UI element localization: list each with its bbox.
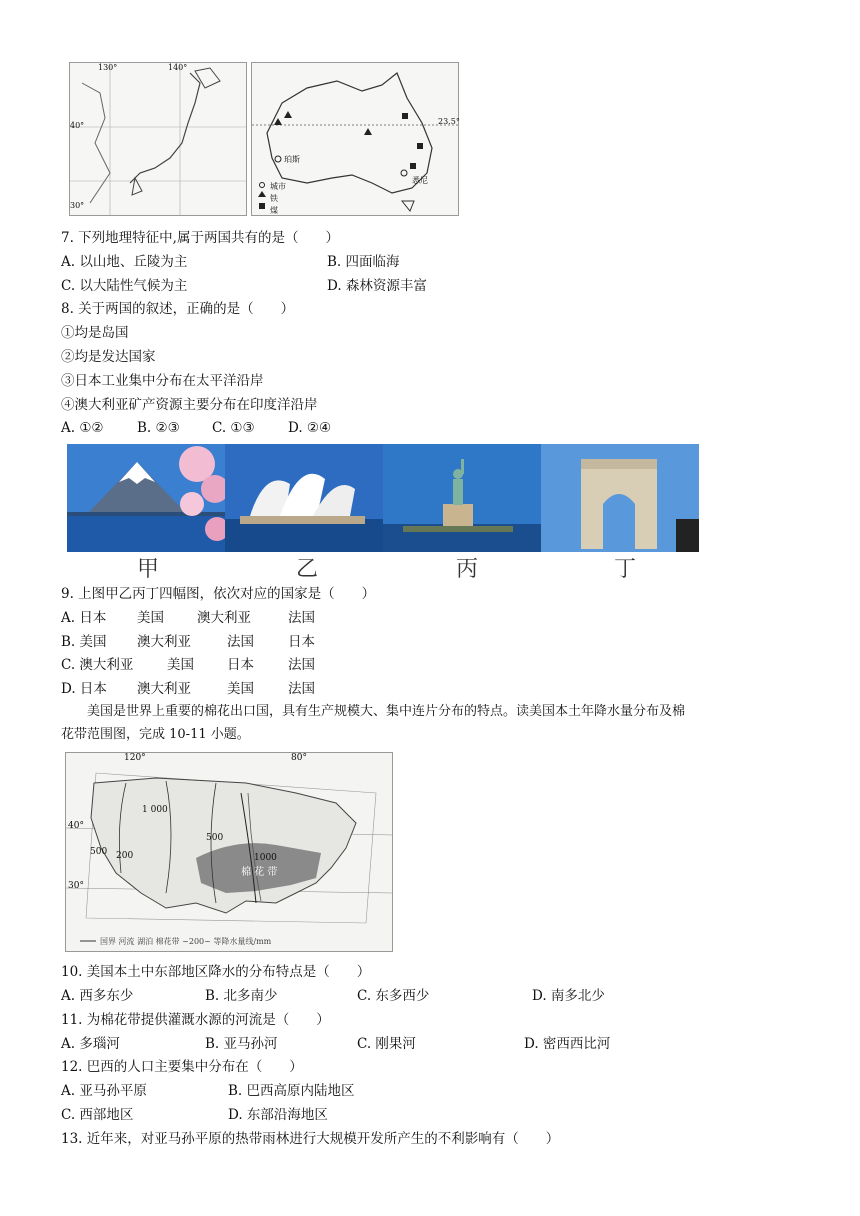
q9-a-1: A. 日本 (61, 610, 107, 626)
photo-mount-fuji (67, 444, 225, 552)
q8-stem: 8. 关于两国的叙述，正确的是（ ） (61, 301, 295, 317)
photo-caption-yi: 乙 (296, 557, 319, 582)
q12-stem: 12. 巴西的人口主要集中分布在（ ） (61, 1059, 303, 1075)
q9-c-1: C. 澳大利亚 (61, 657, 134, 673)
q12-option-d: D. 东部沿海地区 (228, 1107, 328, 1123)
q12-option-a: A. 亚马孙平原 (61, 1083, 147, 1099)
photo-caption-bing: 丙 (456, 557, 479, 582)
japan-lon1-label: 130° (98, 63, 118, 72)
japan-map (69, 62, 247, 216)
intro-line-2: 花带范围图，完成 10-11 小题。 (61, 727, 250, 742)
q8-statement-2: ②均是发达国家 (61, 349, 156, 365)
q7-option-b: B. 四面临海 (327, 254, 400, 270)
intro-line-1: 美国是世界上重要的棉花出口国，具有生产规模大、集中连片分布的特点。读美国本土年降水量分布及棉 (87, 704, 686, 719)
legend-iron: 铁 (270, 194, 278, 203)
photo-sydney-opera-house (225, 444, 383, 552)
q12-option-b: B. 巴西高原内陆地区 (228, 1083, 355, 1099)
q7-option-c: C. 以大陆性气候为主 (61, 278, 188, 294)
q8-option-c: C. ①③ (212, 420, 255, 436)
city-sydney-label: 悉尼 (412, 176, 428, 185)
q10-option-a: A. 西多东少 (61, 988, 134, 1004)
q9-c-4: 法国 (288, 657, 315, 673)
isoline-label-1: 1 000 (142, 805, 168, 815)
q10-option-d: D. 南多北少 (532, 988, 605, 1004)
us-precipitation-map (65, 752, 393, 952)
q9-stem: 9. 上图甲乙丙丁四幅图，依次对应的国家是（ ） (61, 586, 376, 602)
us-lat2-label: 30° (68, 881, 84, 891)
q9-b-4: 日本 (288, 634, 315, 650)
tropic-label: 23.5° (438, 117, 460, 126)
q8-statement-4: ④澳大利亚矿产资源主要分布在印度洋沿岸 (61, 397, 318, 413)
q9-b-2: 澳大利亚 (137, 634, 191, 650)
cotton-belt-label: 棉 花 带 (241, 867, 278, 878)
q9-c-3: 日本 (227, 657, 254, 673)
isoline-label-4: 1000 (254, 853, 277, 863)
isoline-label-3: 200 (116, 851, 134, 861)
q11-stem: 11. 为棉花带提供灌溉水源的河流是（ ） (61, 1012, 330, 1028)
q12-option-c: C. 西部地区 (61, 1107, 134, 1123)
japan-lat1-label: 40° (70, 121, 85, 130)
us-map-svg (66, 753, 392, 951)
q9-a-4: 法国 (288, 610, 315, 626)
us-map-legend: 国界 河流 湖泊 棉花带 ~200~ 等降水量线/mm (100, 937, 272, 946)
q9-c-2: 美国 (167, 657, 194, 673)
q11-option-d: D. 密西西比河 (524, 1036, 611, 1052)
q13-stem: 13. 近年来，对亚马孙平原的热带雨林进行大规模开发所产生的不利影响有（ ） (61, 1131, 560, 1147)
japan-map-svg (70, 63, 246, 215)
q9-a-3: 澳大利亚 (197, 610, 251, 626)
japan-lat2-label: 30° (70, 201, 85, 210)
q7-option-d: D. 森林资源丰富 (327, 278, 427, 294)
q8-option-d: D. ②④ (288, 420, 332, 436)
q8-statement-3: ③日本工业集中分布在太平洋沿岸 (61, 373, 264, 389)
isoline-label-2: 500 (90, 847, 108, 857)
japan-lon2-label: 140° (168, 63, 188, 72)
australia-map (251, 62, 459, 216)
australia-map-svg (252, 63, 458, 215)
q9-a-2: 美国 (137, 610, 164, 626)
q11-option-a: A. 多瑙河 (61, 1036, 120, 1052)
q9-b-3: 法国 (227, 634, 254, 650)
q8-option-a: A. ①② (61, 420, 104, 436)
city-perth-label: 珀斯 (284, 155, 300, 164)
q9-d-4: 法国 (288, 681, 315, 697)
us-lon1-label: 120° (124, 753, 146, 763)
q10-option-b: B. 北多南少 (205, 988, 278, 1004)
q9-d-2: 澳大利亚 (137, 681, 191, 697)
q9-b-1: B. 美国 (61, 634, 107, 650)
q7-option-a: A. 以山地、丘陵为主 (61, 254, 188, 270)
photo-caption-jia: 甲 (137, 557, 160, 582)
q9-d-3: 美国 (227, 681, 254, 697)
photo-statue-of-liberty (383, 444, 541, 552)
q11-option-c: C. 刚果河 (357, 1036, 416, 1052)
q8-option-b: B. ②③ (137, 420, 180, 436)
us-lon2-label: 80° (291, 753, 307, 763)
legend-coal: 煤 (270, 206, 278, 215)
q10-stem: 10. 美国本土中东部地区降水的分布特点是（ ） (61, 964, 371, 980)
photo-arc-de-triomphe (541, 444, 699, 552)
q8-statement-1: ①均是岛国 (61, 325, 129, 341)
q9-d-1: D. 日本 (61, 681, 107, 697)
q7-stem: 7. 下列地理特征中,属于两国共有的是（ ） (61, 230, 339, 246)
us-lat1-label: 40° (68, 821, 84, 831)
legend-city: 城市 (270, 182, 286, 191)
isoline-label-5: 500 (206, 833, 224, 843)
q11-option-b: B. 亚马孙河 (205, 1036, 278, 1052)
q10-option-c: C. 东多西少 (357, 988, 430, 1004)
photo-caption-ding: 丁 (614, 557, 637, 582)
